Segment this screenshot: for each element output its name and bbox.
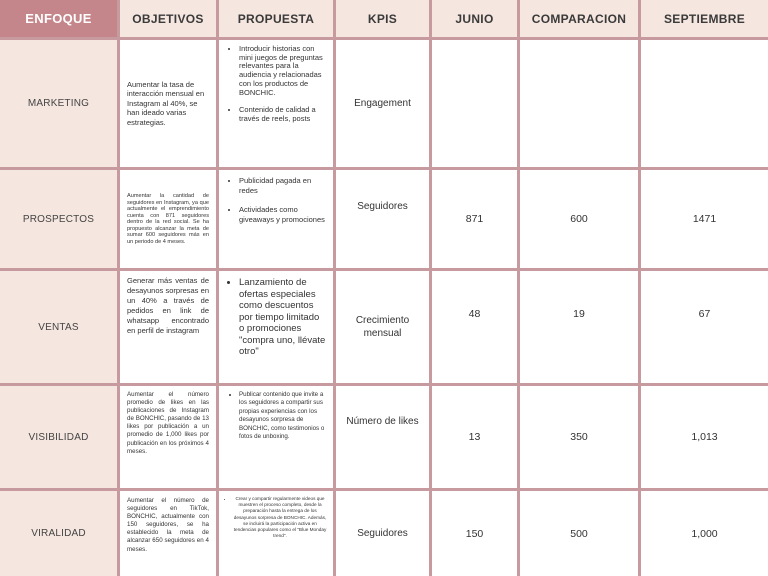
row-label-prospectos: PROSPECTOS [0, 170, 117, 268]
proposal-item: • Publicidad pagada en redes [239, 176, 327, 196]
value-septiembre: 67 [641, 271, 768, 383]
value-junio: 13 [432, 386, 517, 488]
value-junio [432, 40, 517, 167]
value-septiembre [641, 40, 768, 167]
value-comparacion: 600 [520, 170, 638, 268]
value-septiembre: 1471 [641, 170, 768, 268]
value-septiembre: 1,013 [641, 386, 768, 488]
objective-cell [120, 40, 216, 167]
objective-cell [120, 491, 216, 576]
value-junio: 48 [432, 271, 517, 383]
header-objetivos: OBJETIVOS [120, 0, 216, 37]
objective-text: Aumentar el número de seguidores en TikTok, BONCHIC, actualmente con 150 seguidores, se ha establecido la meta de alcanzar 650 seguidores en 4 meses. [127, 497, 209, 553]
row-label-viralidad: VIRALIDAD [0, 491, 117, 576]
objective-cell [120, 386, 216, 488]
objective-text: Aumentar el número promedio de likes en las publicaciones de Instagram de BONCHIC, pasando de 13 likes por publicación a un promedio de 1,000 likes por publicación en los próximos 4 meses. [127, 391, 209, 455]
header-enfoque: ENFOQUE [0, 0, 117, 37]
proposal-item: • Contenido de calidad a través de reels, posts [239, 106, 327, 123]
kpi-cell: Engagement [336, 40, 429, 167]
proposal-cell [219, 170, 333, 268]
value-comparacion: 350 [520, 386, 638, 488]
row-label-visibilidad: VISIBILIDAD [0, 386, 117, 488]
value-comparacion: 500 [520, 491, 638, 576]
objective-text: Generar más ventas de desayunos sorpresas en un 40% a través de pedidos en link de whatsapp encontrado en perfil de instagram [127, 276, 209, 335]
header-propuesta: PROPUESTA [219, 0, 333, 37]
objective-text: Aumentar la tasa de interacción mensual en Instagram al 40%, se han ideado varias estrategias. [127, 79, 205, 127]
proposal-item: • Lanzamiento de ofertas especiales como descuentos por tiempo limitado o promociones "compra uno, llévate otro" [239, 277, 327, 358]
header-kpis: KPIS [336, 0, 429, 37]
objective-cell [120, 170, 216, 268]
proposal-cell [219, 40, 333, 167]
value-junio: 871 [432, 170, 517, 268]
row-label-ventas: VENTAS [0, 271, 117, 383]
row-label-marketing: MARKETING [0, 40, 117, 167]
proposal-cell [219, 386, 333, 488]
objective-text: Aumentar la cantidad de seguidores en Instagram, ya que actualmente el emprendimiento cuenta con 871 seguidores dentro de la red social. Se ha propuesto alcanzar la meta de sumar 600 seguidores más en un periodo de 4 meses. [127, 193, 209, 245]
value-junio: 150 [432, 491, 517, 576]
proposal-item: • Crear y compartir regularmente videos que muestren el proceso completo, desde la preparación hasta la entrega de los desayunos sorpresa de BONCHIC. Además, se incluirá la participación activa en tendencias populares como el "Blue Monday trend". [233, 496, 327, 539]
header-comparacion: COMPARACION [520, 0, 638, 37]
proposal-item: • Introducir historias con mini juegos de preguntas relevantes para la audiencia y relacionadas con los productos de BONCHIC. [239, 45, 327, 97]
value-comparacion [520, 40, 638, 167]
header-junio: JUNIO [432, 0, 517, 37]
objective-cell [120, 271, 216, 383]
kpi-cell: Seguidores [336, 491, 429, 576]
kpi-cell: Número de likes [336, 386, 429, 488]
proposal-item: • Publicar contenido que invite a los seguidores a compartir sus propias experiencias con los desayunos sorpresa de BONCHIC, como testimonios o fotos de unboxing. [239, 391, 327, 441]
proposal-item: • Actividades como giveaways y promociones [239, 205, 327, 225]
kpi-cell: Crecimiento mensual [336, 271, 429, 383]
kpi-cell: Seguidores [336, 170, 429, 268]
proposal-cell [219, 491, 333, 576]
value-comparacion: 19 [520, 271, 638, 383]
proposal-cell [219, 271, 333, 383]
value-septiembre: 1,000 [641, 491, 768, 576]
header-septiembre: SEPTIEMBRE [641, 0, 768, 37]
